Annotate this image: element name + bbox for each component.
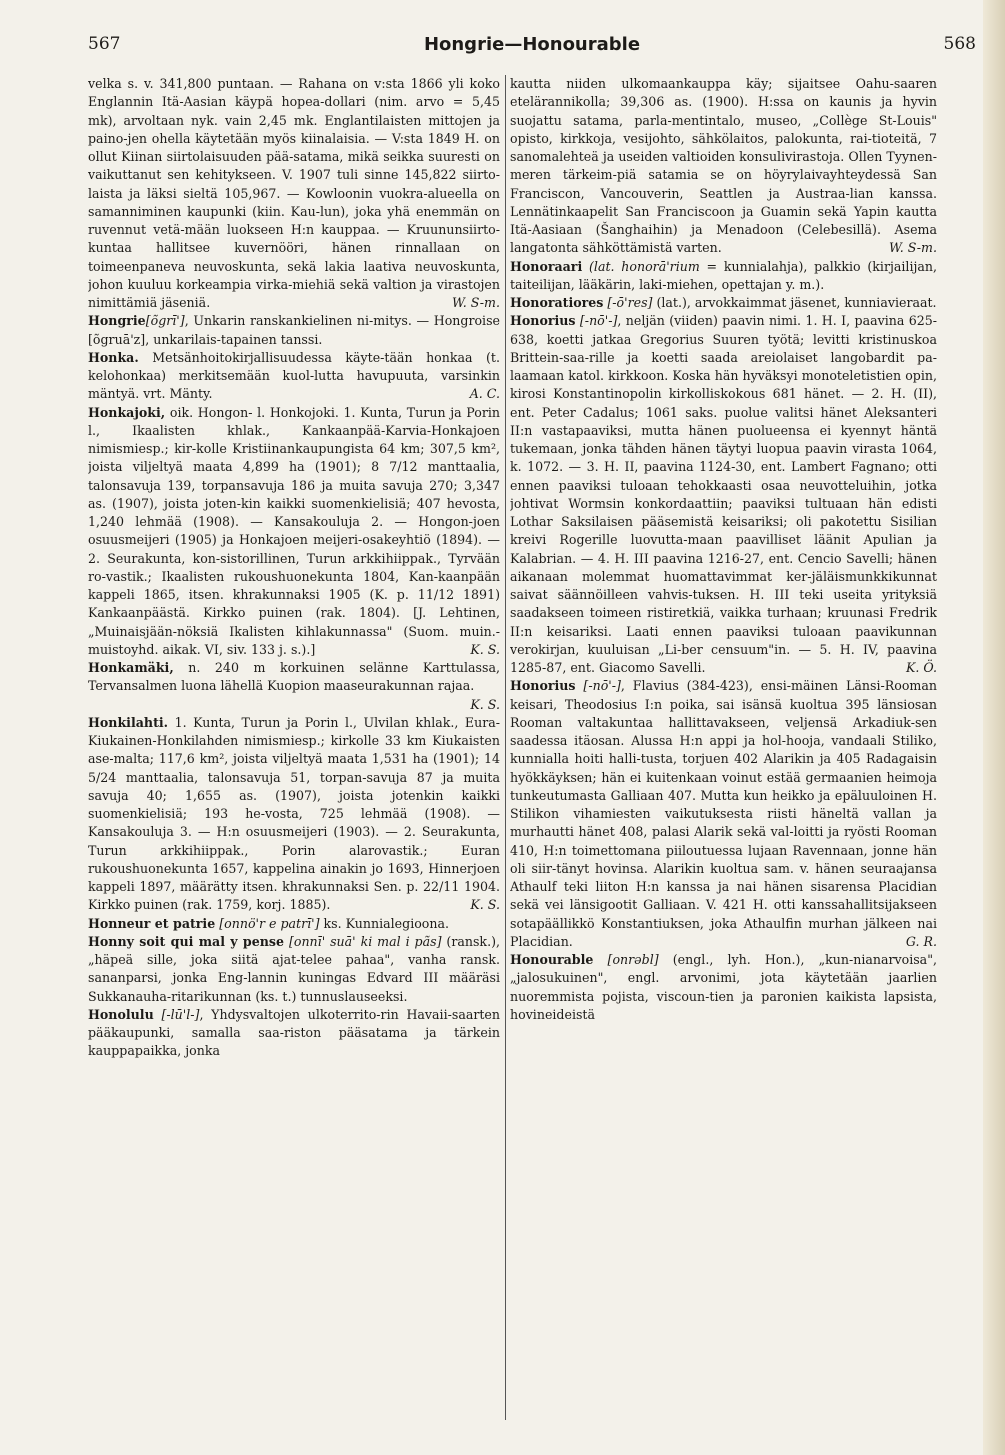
dictionary-entry [88,312,500,349]
entry-signature: K. S. [470,696,500,712]
dictionary-entry [510,75,937,258]
entry-headword: Honolulu [88,1006,154,1022]
entry-signature: G. R. [905,933,937,949]
entry-headword: Honoratiores [510,295,604,310]
entry-text: , Yhdysvaltojen ulkoterrito-rin Havaii-saarten pääkaupunki, samalla saa-riston pääsatama ja tärkein kauppapaikka, jonka [88,1006,500,1059]
dictionary-entry [510,258,937,295]
entry-text: (engl., lyh. Hon.), „kun-nianarvoisa", „jalosukuinen", engl. arvonimi, jota käytetään jaarlien nuoremmista pojista, viscoun-tien ja paronien kaikista lapsista, hovineideistä [510,952,937,1022]
entry-headword: Honkajoki, [88,404,166,420]
entry-headword: Honorius [510,678,576,694]
entry-signature: K. S. [470,641,500,657]
dictionary-entry [510,951,937,1024]
entry-pronunciation: [-nō'-] [575,678,621,694]
entry-text: = kunnialahja), palkkio (kirjailijan, taiteilijan, lääkärin, laki-miehen, opettajan y. m.). [510,258,937,292]
entry-text: ks. Kunnialegioona. [319,915,450,931]
entry-headword: Honneur et patrie [88,915,216,931]
entry-signature: W. S-m. [451,295,500,310]
entry-text: , Flavius (384-423), ensi-mäinen Länsi-Rooman keisari, Theodosius I:n poika, sai isänsä kuoltua 395 länsiosan Rooman valtakuntaa hallittavakseen, veljensä Arkadiuk-sen saadessa itäosan. Alussa H:n appi ja hol-hooja, vandaali Stiliko, kunnialla hoiti halli-tusta, torjuen 402 Alarikin ja 405 Radagaisin hyökkäyksen; hän ei kuitenkaan voinut estää germaanien heimoja tunkeutumasta Galliaan 407. Mutta kun heikko ja epäluuloinen H. Stilikon vihamiesten vaikutuksesta riisti häneltä vallan ja murhautti hänet 408, palasi Alarik sekä val-loitti ja ryösti Rooman 410, H:n toimettomana piiloutuessa lujaan Ravennaan, jonne hän oli siir-tänyt hovinsa. Alarikin kuoltua sam. v. hänen seuraajansa Athaulf teki liiton H:n kanssa ja nai hänen sisarensa Placidian sekä vei länsigootit Galliaan. V. 421 H. otti kanssahallitsijakseen sotapäällikkö Konstantiuksen, joka Athaulfin murhan jälkeen nai Placidian. [510,678,937,949]
dictionary-entry [88,933,500,1006]
column-divider [505,75,506,1420]
dictionary-entry [510,677,937,951]
entry-pronunciation: [onrəbl] [593,952,659,967]
entry-headword: Honka. [88,349,139,365]
dictionary-entry [88,404,500,660]
entry-text: (ransk.), „häpeä sille, joka siitä ajat-telee pahaa", vanha ransk. sananparsi, jonka Eng-lannin kuningas Edvard III määräsi Sukkanauha-ritarikunnan (ks. t.) tunnuslauseeksi. [88,933,500,1004]
entry-text: (lat.), arvokkaimmat jäsenet, kunniavieraat. [652,295,937,310]
entry-pronunciation: [onnö'r e patrī'] [215,915,320,931]
page-edge [983,0,1005,1455]
entry-text: velka s. v. 341,800 puntaan. — Rahana on v:sta 1866 yli koko Englannin Itä-Aasian käypä hopea-dollari (nim. arvo = 5,45 mk), arvoltaan nyk. vain 2,45 mk. Englantilaisten mittojen ja paino-jen ohella käytetään myös kiinalaisia. — V:sta 1849 H. on ollut Kiinan siirtolaisuuden pää-satama, mikä seikka suuresti on vaikuttanut sen kehitykseen. V. 1907 tuli sinne 145,822 siirto-laista ja läksi sieltä 105,967. — Kowloonin vuokra-alueella on samanniminen kaupunki (kiin. Kau-lun), joka yhä enemmän on ruvennut vetä-mään luokseen H:n kauppaa. — Kruununsiirto-kuntaa hallitsee kuvernööri, hänen rinnallaan on toimeenpaneva neuvoskunta, sekä lakia laativa neuvoskunta, johon kuuluu korkeampia virka-miehiä sekä valtion ja virastojen nimittämiä jäseniä. [88,76,500,310]
entry-pronunciation: [õgrī'] [145,313,185,329]
entry-text: 1. Kunta, Turun ja Porin l., Ulvilan khlak., Eura-Kiukainen-Honkilahden nimismiesp.; kirkolle 33 km Kiukaisten ase-malta; 117,6 km², joista viljeltyä maata 1,531 ha (1901); 14 5/24 manttaalia, talonsavuja 51, torpan-savuja 87 ja muita savuja 40; 1,655 as. (1907), joista jotenkin kaikki suomenkielisiä; 193 he-vosta, 725 lehmää (1908). — Kansakouluja 3. — H:n osuusmeijeri (1903). — 2. Seurakunta, Turun arkkihiippak., Porin alarovastik.; Euran rukoushuonekunta 1657, kappelina ainakin jo 1693, Hinnerjoen kappeli 1897, määrätty itsen. khrakunnaksi Sen. p. 22/11 1904. Kirkko puinen (rak. 1759, korj. 1885). [88,714,500,913]
entry-pronunciation: (lat. honorā'rium [582,258,700,274]
entry-pronunciation: [onnī' suā' ki mal i pãs] [284,933,442,949]
entry-signature: A. C. [469,386,500,402]
entry-headword: Honorius [510,313,576,329]
entry-headword: Honkilahti. [88,714,169,730]
running-title: Hongrie—Honourable [423,34,641,55]
entry-headword: Honny soit qui mal y pense [88,933,285,949]
entry-signature: K. Ö. [905,660,937,675]
entry-signature: W. S-m. [888,240,937,256]
entry-text: n. 240 m korkuinen selänne Karttulassa, Tervansalmen luona lähellä Kuopion maaseurakunnan rajaa. [88,660,500,694]
entry-text: kautta niiden ulkomaankauppa käy; sijaitsee Oahu-saaren etelärannikolla; 39,306 as. (1900). H:ssa on kaunis ja hyvin suojattu satama, parla-mentintalo, museo, „Collège St-Louis" opisto, kirkkoja, vesijohto, sähkölaitos, palokunta, rai-tioteitä, 7 sanomalehteä ja useiden valtioiden konsulivirastoja. Ollen Tyynen-meren tärkeim-piä satamia se on höyrylaivayhteydessä San Franciscon, Vancouverin, Seattlen ja Austraa-lian kanssa. Lennätinkaapelit San Franciscoon ja Guamin sekä Yapin kautta Itä-Aasiaan (Šanghaihin) ja Menadoon (Celebesillä). Asema langatonta sähköttämistä varten. [510,76,937,256]
entry-pronunciation: [-lū'l-] [153,1006,200,1022]
entry-text: Metsänhoitokirjallisuudessa käyte-tään honkaa (t. kelohonkaa) merkitsemään kuol-lutta havupuuta, varsinkin mäntyä. vrt. Mänty. [88,349,500,402]
entry-pronunciation: [-ō'res] [603,295,653,310]
entry-headword: Hongrie [88,313,146,329]
entry-headword: Honoraari [510,258,583,274]
entry-headword: Honkamäki, [88,660,174,675]
left-column [88,75,500,1435]
entry-text: oik. Hongon- l. Honkojoki. 1. Kunta, Turun ja Porin l., Ikaalisten khlak., Kankaanpää-Karvia-Honkajoen nimismiesp.; kir-kolle Kristiinankaupungista 64 km; 307,5 km², joista viljeltyä maata 4,899 ha (1901); 8 7/12 manttaalia, talonsavuja 139, torpansavuja 186 ja muita savuja 270; 3,347 as. (1907), joista joten-kin kaikki suomenkielisiä; 407 hevosta, 1,240 lehmää (1908). — Kansakouluja 2. — Hongon-joen osuusmeijeri (1905) ja Honkajoen meijeri-osakeyhtiö (1894). — 2. Seurakunta, kon-sistorillinen, Turun arkkihiippak., Tyrvään ro-vastik.; Ikaalisten rukoushuonekunta 1804, Kan-kaanpään kappeli 1865, itsen. khrakunnaksi 1905 (K. p. 11/12 1891) Kankaanpäästä. Kirkko puinen (rak. 1804). [J. Lehtinen, „Muinaisjään-nöksiä Ikalisten kihlakunnassa" (Suom. muin.-muistoyhd. aikak. VI, siv. 133 j. s.).] [88,404,500,657]
entry-pronunciation: [-nō'-] [575,313,618,329]
dictionary-entry [88,714,500,915]
dictionary-entry [88,659,500,714]
entry-text: , neljän (viiden) paavin nimi. 1. H. I, paavina 625-638, koetti jatkaa Gregorius Suuren työtä; levitti kristinuskoa Brittein-saa-rille ja koetti saada areiolaiset langobardit pa-laamaan katol. kirkkoon. Koska hän hyväksyi monoteletistien opin, kirosi Konstantinopolin kirkolliskokous 681 hänet. — 2. H. (II), ent. Peter Cadalus; 1061 saks. puolue valitsi hänet Aleksanteri II:n vastapaaviksi, mutta hänen puolueensa ei kyennyt häntä tukemaan, jonka tähden hänen täytyi luopua paavin virasta 1064, k. 1072. — 3. H. II, paavina 1124-30, ent. Lambert Fagnano; otti ennen paaviksi tuloaan tehokkaasti osaa neuvotteluihin, jotka johtivat Wormsin konkordaattiin; paaviksi tultuaan hän edisti Lothar Saksilaisen pääsemistä keisariksi; oli pakotettu Sisilian kreivi Rogerille luovutta-maan paavilliset läänit Apulian ja Kalabrian. — 4. H. III paavina 1216-27, ent. Cencio Savelli; hänen aikanaan molemmat huomattavimmat ker-jäläismunkkikunnat saivat säännöilleen vahvis-tuksen. H. III teki useita yrityksiä saadakseen toimeen ristiretkiä, vaikka turhaan; kruunasi Fredrik II:n keisariksi. Laati ennen paaviksi tuloaan paavikunnan verokirjan, kuuluisan „Li-ber censuum"in. — 5. H. IV, paavina 1285-87, ent. Giacomo Savelli. [510,313,937,675]
entry-headword: Honourable [510,952,594,967]
dictionary-entry [510,294,937,312]
dictionary-entry [88,75,500,312]
dictionary-entry [88,915,500,933]
entry-text: , Unkarin ranskankielinen ni-mitys. — Hongroise [õgruā'z], unkarilais-tapainen tanssi. [88,313,500,347]
dictionary-entry [510,312,937,677]
page-header [88,34,976,64]
dictionary-entry [88,349,500,404]
page-number-right: 568 [943,34,976,54]
page-number-left: 567 [88,34,121,54]
right-column [510,75,937,1435]
entry-signature: K. S. [470,897,500,913]
dictionary-entry [88,1006,500,1061]
